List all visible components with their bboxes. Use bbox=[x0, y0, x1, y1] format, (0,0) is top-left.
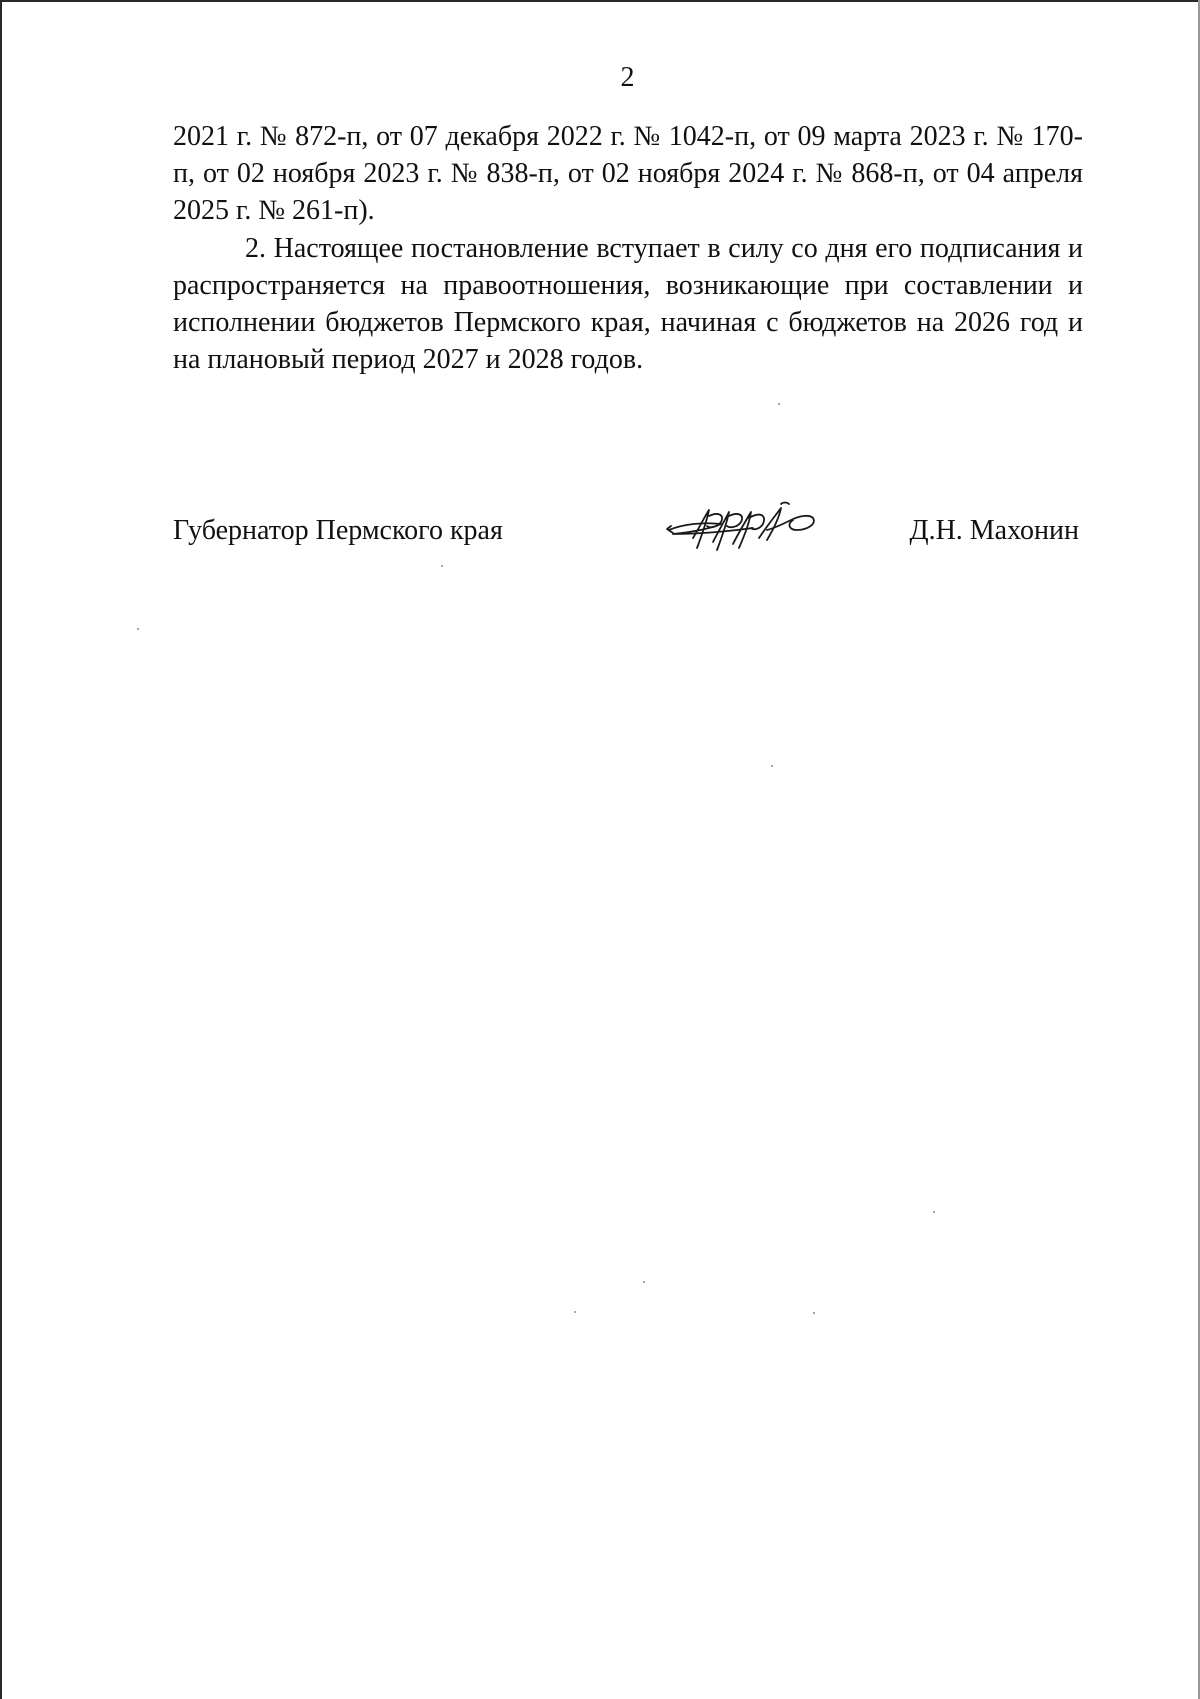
signer-name: Д.Н. Махонин bbox=[909, 515, 1079, 546]
scan-speck bbox=[137, 628, 139, 630]
scan-speck bbox=[933, 1211, 935, 1213]
scan-speck bbox=[441, 565, 443, 567]
scan-speck bbox=[643, 1281, 645, 1283]
scan-speck bbox=[813, 1312, 815, 1314]
paragraph-continuation: 2021 г. № 872-п, от 07 декабря 2022 г. № 1042-п, от 09 марта 2023 г. № 170-п, от 02 ноября 2023 г. № 838-п, от 02 ноября 2024 г. № 868-п, от 04 апреля 2025 г. № 261-п). bbox=[173, 121, 1083, 226]
page-number: 2 bbox=[620, 62, 635, 93]
scan-speck bbox=[771, 765, 773, 767]
scan-speck bbox=[574, 1311, 576, 1313]
scan-edge-left bbox=[0, 0, 2, 1699]
signature-block bbox=[173, 498, 1083, 562]
scan-speck bbox=[778, 403, 780, 405]
paragraph-effective-date: 2. Настоящее постановление вступает в силу со дня его подписания и распространяется на правоотношения, возникающие при составлении и исполнении бюджетов Пермского края, начиная с бюджетов на 2026 год и на плановый период 2027 и 2028 годов. bbox=[173, 233, 1083, 375]
signer-position: Губернатор Пермского края bbox=[173, 515, 503, 546]
document-body bbox=[173, 118, 1083, 378]
scan-edge-top bbox=[0, 0, 1200, 2]
handwritten-signature bbox=[663, 498, 833, 560]
